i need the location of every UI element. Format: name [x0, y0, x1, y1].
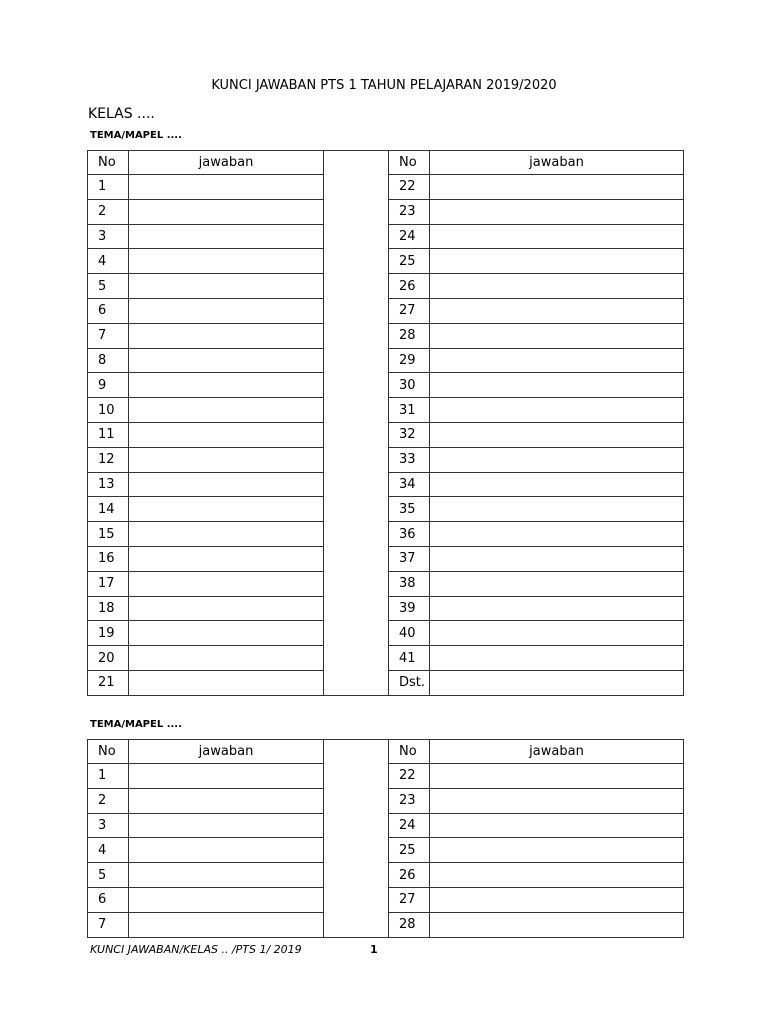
question-number: 21: [88, 670, 129, 695]
answer-cell[interactable]: [430, 813, 684, 838]
answer-cell[interactable]: [129, 199, 324, 224]
question-number: 12: [88, 447, 129, 472]
question-number: 29: [389, 348, 430, 373]
question-number: 19: [88, 621, 129, 646]
answer-cell[interactable]: [129, 646, 324, 671]
question-number: 26: [389, 863, 430, 888]
question-number: 6: [88, 298, 129, 323]
answer-cell[interactable]: [129, 621, 324, 646]
answer-cell[interactable]: [430, 249, 684, 274]
question-number: 32: [389, 422, 430, 447]
gap-cell: [324, 740, 389, 938]
question-number: 22: [389, 175, 430, 200]
question-number: 13: [88, 472, 129, 497]
question-number: 27: [389, 298, 430, 323]
question-number: 23: [389, 199, 430, 224]
answer-cell[interactable]: [430, 863, 684, 888]
table-header-row: [88, 740, 684, 764]
answer-cell[interactable]: [129, 764, 324, 789]
gap-cell: [324, 151, 389, 696]
question-number: 24: [389, 224, 430, 249]
question-number: 31: [389, 398, 430, 423]
col-header-jawaban: jawaban: [129, 740, 324, 764]
answer-cell[interactable]: [430, 224, 684, 249]
answer-cell[interactable]: [430, 670, 684, 695]
question-number: 41: [389, 646, 430, 671]
question-number: 25: [389, 249, 430, 274]
question-number: 5: [88, 274, 129, 299]
answer-cell[interactable]: [129, 670, 324, 695]
col-header-jawaban: jawaban: [430, 740, 684, 764]
question-number: 14: [88, 497, 129, 522]
question-number: 30: [389, 373, 430, 398]
answer-cell[interactable]: [129, 323, 324, 348]
answer-cell[interactable]: [430, 373, 684, 398]
question-number: 4: [88, 838, 129, 863]
answer-cell[interactable]: [430, 912, 684, 937]
answer-cell[interactable]: [430, 199, 684, 224]
answer-cell[interactable]: [129, 788, 324, 813]
question-number: 36: [389, 522, 430, 547]
answer-cell[interactable]: [129, 175, 324, 200]
question-number: 38: [389, 571, 430, 596]
answer-cell[interactable]: [129, 546, 324, 571]
question-number: 23: [389, 788, 430, 813]
answer-cell[interactable]: [430, 274, 684, 299]
answer-cell[interactable]: [430, 838, 684, 863]
question-number: 7: [88, 323, 129, 348]
question-number: 15: [88, 522, 129, 547]
answer-cell[interactable]: [129, 422, 324, 447]
question-number: 35: [389, 497, 430, 522]
question-number: 18: [88, 596, 129, 621]
answer-cell[interactable]: [430, 764, 684, 789]
answer-cell[interactable]: [129, 863, 324, 888]
question-number: 39: [389, 596, 430, 621]
answer-cell[interactable]: [430, 422, 684, 447]
question-number: 5: [88, 863, 129, 888]
answer-cell[interactable]: [430, 596, 684, 621]
question-number: 10: [88, 398, 129, 423]
question-number: 28: [389, 323, 430, 348]
answer-cell[interactable]: [430, 887, 684, 912]
answer-cell[interactable]: [430, 398, 684, 423]
tema-label-2: TEMA/MAPEL ....: [90, 719, 182, 730]
question-number: 2: [88, 199, 129, 224]
question-number: 26: [389, 274, 430, 299]
question-number: Dst.: [389, 670, 430, 695]
answer-cell[interactable]: [129, 298, 324, 323]
col-header-no: No: [389, 151, 430, 175]
tema-label-1: TEMA/MAPEL ....: [90, 130, 182, 141]
answer-cell[interactable]: [129, 224, 324, 249]
question-number: 17: [88, 571, 129, 596]
answer-cell[interactable]: [430, 175, 684, 200]
question-number: 27: [389, 887, 430, 912]
question-number: 4: [88, 249, 129, 274]
question-number: 20: [88, 646, 129, 671]
question-number: 22: [389, 764, 430, 789]
answer-cell[interactable]: [430, 447, 684, 472]
answer-cell[interactable]: [430, 571, 684, 596]
question-number: 3: [88, 224, 129, 249]
question-number: 25: [389, 838, 430, 863]
table-header-row: [88, 151, 684, 175]
answer-cell[interactable]: [430, 621, 684, 646]
question-number: 1: [88, 764, 129, 789]
answer-cell[interactable]: [129, 472, 324, 497]
answer-cell[interactable]: [129, 497, 324, 522]
question-number: 7: [88, 912, 129, 937]
question-number: 24: [389, 813, 430, 838]
answer-cell[interactable]: [430, 788, 684, 813]
answer-cell[interactable]: [430, 472, 684, 497]
question-number: 11: [88, 422, 129, 447]
answer-cell[interactable]: [129, 249, 324, 274]
answer-cell[interactable]: [430, 497, 684, 522]
question-number: 3: [88, 813, 129, 838]
answer-cell[interactable]: [129, 838, 324, 863]
answer-cell[interactable]: [129, 912, 324, 937]
question-number: 6: [88, 887, 129, 912]
kelas-heading: KELAS ....: [88, 106, 155, 122]
answer-cell[interactable]: [430, 298, 684, 323]
col-header-jawaban: jawaban: [129, 151, 324, 175]
question-number: 1: [88, 175, 129, 200]
answer-cell[interactable]: [129, 887, 324, 912]
col-header-jawaban: jawaban: [430, 151, 684, 175]
question-number: 28: [389, 912, 430, 937]
answer-cell[interactable]: [129, 447, 324, 472]
answer-cell[interactable]: [129, 571, 324, 596]
col-header-no: No: [88, 151, 129, 175]
question-number: 9: [88, 373, 129, 398]
answer-cell[interactable]: [430, 646, 684, 671]
answer-cell[interactable]: [430, 546, 684, 571]
answer-cell[interactable]: [129, 813, 324, 838]
question-number: 33: [389, 447, 430, 472]
question-number: 40: [389, 621, 430, 646]
page-number: 1: [370, 943, 378, 956]
question-number: 37: [389, 546, 430, 571]
question-number: 2: [88, 788, 129, 813]
answer-table-2: [87, 739, 684, 938]
answer-cell[interactable]: [430, 323, 684, 348]
answer-cell[interactable]: [129, 373, 324, 398]
document-title: KUNCI JAWABAN PTS 1 TAHUN PELAJARAN 2019/2020: [211, 78, 557, 93]
answer-cell[interactable]: [129, 522, 324, 547]
answer-table-1: [87, 150, 684, 696]
answer-cell[interactable]: [430, 522, 684, 547]
col-header-no: No: [88, 740, 129, 764]
question-number: 16: [88, 546, 129, 571]
answer-cell[interactable]: [129, 348, 324, 373]
answer-cell[interactable]: [129, 398, 324, 423]
answer-cell[interactable]: [129, 596, 324, 621]
col-header-no: No: [389, 740, 430, 764]
answer-cell[interactable]: [430, 348, 684, 373]
answer-cell[interactable]: [129, 274, 324, 299]
footer-text: KUNCI JAWABAN/KELAS .. /PTS 1/ 2019: [90, 943, 302, 956]
question-number: 34: [389, 472, 430, 497]
question-number: 8: [88, 348, 129, 373]
